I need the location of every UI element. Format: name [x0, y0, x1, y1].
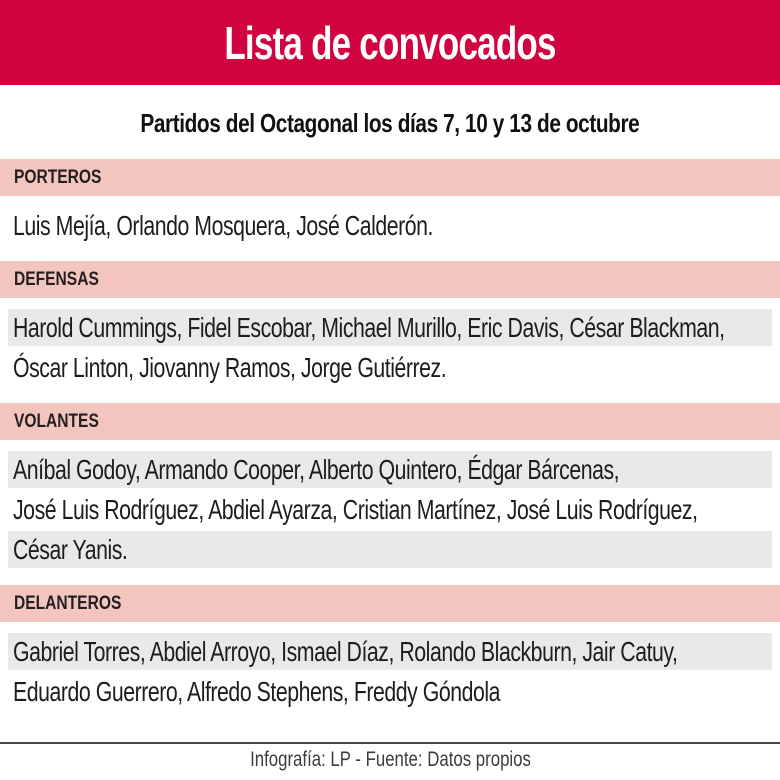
- section-volantes: [0, 403, 780, 568]
- player-names: Aníbal Godoy, Armando Cooper, Alberto Quintero, Édgar Bárcenas,: [13, 453, 620, 485]
- player-line: [8, 309, 772, 346]
- footer-divider: [0, 742, 780, 744]
- section-defensas: [0, 261, 780, 386]
- player-line: [8, 633, 772, 670]
- section-header-defensas: [0, 261, 780, 298]
- footer-credit: [0, 748, 780, 772]
- player-names: Harold Cummings, Fidel Escobar, Michael Murillo, Eric Davis, César Blackman,: [13, 311, 725, 343]
- player-line: [8, 349, 772, 386]
- section-header-delanteros: [0, 585, 780, 622]
- player-line: [8, 491, 772, 528]
- page-title: Lista de convocados: [224, 16, 556, 69]
- section-header-porteros: [0, 159, 780, 196]
- player-names: Eduardo Guerrero, Alfredo Stephens, Freddy Góndola: [13, 675, 501, 707]
- section-delanteros: [0, 585, 780, 710]
- section-label: PORTEROS: [14, 166, 102, 188]
- header-banner: [0, 0, 780, 85]
- section-porteros: [0, 159, 780, 244]
- section-label: VOLANTES: [14, 410, 99, 432]
- section-label: DEFENSAS: [14, 268, 99, 290]
- player-line: [8, 207, 772, 244]
- subtitle-text: Partidos del Octagonal los días 7, 10 y 13 de octubre: [140, 108, 640, 138]
- player-names: César Yanis.: [13, 533, 128, 565]
- section-header-volantes: [0, 403, 780, 440]
- player-names: Gabriel Torres, Abdiel Arroyo, Ismael Díaz, Rolando Blackburn, Jair Catuy,: [13, 635, 678, 667]
- section-label: DELANTEROS: [14, 592, 122, 614]
- player-line: [8, 531, 772, 568]
- player-names: Luis Mejía, Orlando Mosquera, José Calderón.: [13, 209, 433, 241]
- player-line: [8, 451, 772, 488]
- footer-credit-text: Infografía: LP - Fuente: Datos propios: [249, 748, 531, 771]
- player-names: José Luis Rodríguez, Abdiel Ayarza, Cristian Martínez, José Luis Rodríguez,: [13, 493, 698, 525]
- player-names: Óscar Linton, Jiovanny Ramos, Jorge Gutiérrez.: [13, 351, 447, 383]
- subtitle: [0, 108, 780, 138]
- player-line: [8, 673, 772, 710]
